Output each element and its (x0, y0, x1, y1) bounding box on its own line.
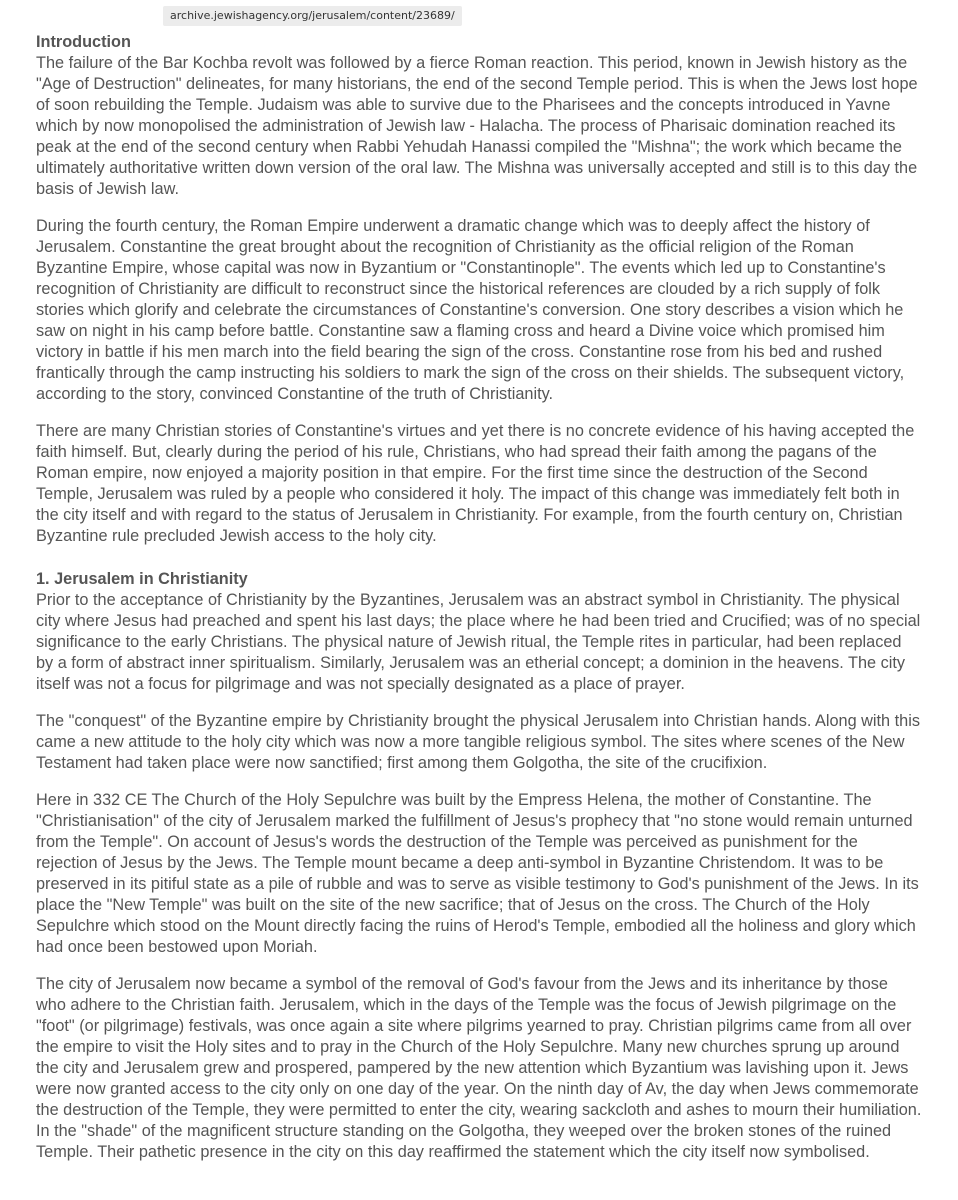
section-heading-jerusalem-in-christianity: 1. Jerusalem in Christianity (36, 570, 248, 588)
section-introduction (36, 32, 922, 547)
paragraph: The failure of the Bar Kochba revolt was followed by a fierce Roman reaction. This period, known in Jewish history as the "Age of Destruction" delineates, for many historians, the end of the second Temple period. This is when the Jews lost hope of soon rebuilding the Temple. Judaism was able to survive due to the Pharisees and the concepts introduced in Yavne which by now monopolised the administration of Jewish law - Halacha. The process of Pharisaic domination reached its peak at the end of the second century when Rabbi Yehudah Hanassi compiled the "Mishna"; the work which became the ultimately authoritative written down version of the oral law. The Mishna was universally accepted and still is to this day the basis of Jewish law. (36, 54, 918, 198)
paragraph: Prior to the acceptance of Christianity by the Byzantines, Jerusalem was an abstract symbol in Christianity. The physical city where Jesus had preached and spent his last days; the place where he had been tried and Crucified; was of no special significance to the early Christians. The physical nature of Jewish ritual, the Temple rites in particular, had been replaced by a form of abstract inner spiritualism. Similarly, Jerusalem was an etherial concept; a dominion in the heavens. The city itself was not a focus for pilgrimage and was not specially designated as a place of prayer. (36, 591, 921, 693)
article-body (36, 32, 922, 1179)
section-jerusalem-in-christianity (36, 569, 922, 1163)
paragraph: The "conquest" of the Byzantine empire by Christianity brought the physical Jerusalem into Christian hands. Along with this came a new attitude to the holy city which was now a more tangible religious symbol. The sites where scenes of the New Testament had taken place were now sanctified; first among them Golgotha, the site of the crucifixion. (36, 712, 920, 772)
source-url[interactable]: archive.jewishagency.org/jerusalem/content/23689/ (163, 6, 462, 26)
paragraph: The city of Jerusalem now became a symbol of the removal of God's favour from the Jews and its inheritance by those who adhere to the Christian faith. Jerusalem, which in the days of the Temple was the focus of Jewish pilgrimage on the "foot" (or pilgrimage) festivals, was once again a site where pilgrims yearned to pray. Christian pilgrims came from all over the empire to visit the Holy sites and to pray in the Church of the Holy Sepulchre. Many new churches sprung up around the city and Jerusalem grew and prospered, pampered by the new attention which Byzantium was lavishing upon it. Jews were now granted access to the city only on one day of the year. On the ninth day of Av, the day when Jews commemorate the destruction of the Temple, they were permitted to enter the city, wearing sackcloth and ashes to mourn their humiliation. In the "shade" of the magnificent structure standing on the Golgotha, they weeped over the broken stones of the ruined Temple. Their pathetic presence in the city on this day reaffirmed the statement which the city itself now symbolised. (36, 975, 922, 1161)
section-heading-introduction: Introduction (36, 33, 131, 51)
paragraph: During the fourth century, the Roman Empire underwent a dramatic change which was to deeply affect the history of Jerusalem. Constantine the great brought about the recognition of Christianity as the official religion of the Roman Byzantine Empire, whose capital was now in Byzantium or "Constantinople". The events which led up to Constantine's recognition of Christianity are difficult to reconstruct since the historical references are clouded by a rich supply of folk stories which glorify and celebrate the circumstances of Constantine's conversion. One story describes a vision which he saw on night in his camp before battle. Constantine saw a flaming cross and heard a Divine voice which promised him victory in battle if his men march into the field bearing the sign of the cross. Constantine rose from his bed and rushed frantically through the camp instructing his soldiers to mark the sign of the cross on their shields. The subsequent victory, according to the story, convinced Constantine of the truth of Christianity. (36, 217, 905, 403)
paragraph: Here in 332 CE The Church of the Holy Sepulchre was built by the Empress Helena, the mother of Constantine. The "Christianisation" of the city of Jerusalem marked the fulfillment of Jesus's prophecy that "no stone would remain unturned from the Temple". On account of Jesus's words the destruction of the Temple was perceived as punishment for the rejection of Jesus by the Jews. The Temple mount became a deep anti-symbol in Byzantine Christendom. It was to be preserved in its pitiful state as a pile of rubble and was to serve as visible testimony to God's punishment of the Jews. In its place the "New Temple" was built on the site of the new sacrifice; that of Jesus on the cross. The Church of the Holy Sepulchre which stood on the Mount directly facing the ruins of Herod's Temple, embodied all the holiness and glory which had once been bestowed upon Moriah. (36, 791, 919, 956)
paragraph: There are many Christian stories of Constantine's virtues and yet there is no concrete evidence of his having accepted the faith himself. But, clearly during the period of his rule, Christians, who had spread their faith among the pagans of the Roman empire, now enjoyed a majority position in that empire. For the first time since the destruction of the Second Temple, Jerusalem was ruled by a people who considered it holy. The impact of this change was immediately felt both in the city itself and with regard to the status of Jerusalem in Christianity. For example, from the fourth century on, Christian Byzantine rule precluded Jewish access to the holy city. (36, 422, 915, 545)
